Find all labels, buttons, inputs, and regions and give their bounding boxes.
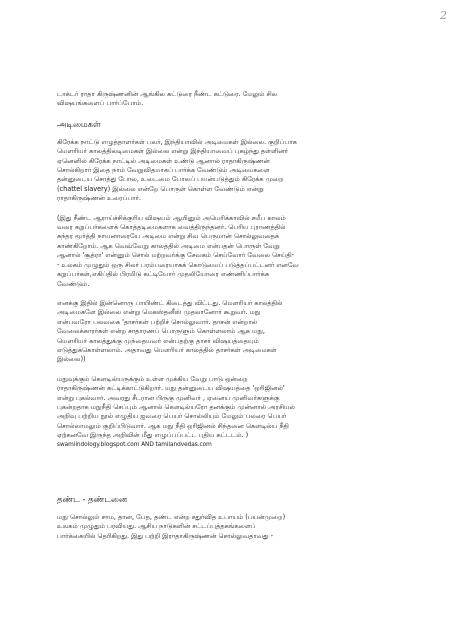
text-line: மநுவுக்கும் கௌடில்யருக்கும் உள்ள முக்கிய வேறு பாடு ஒன்றை: [57, 374, 248, 383]
text-line: மநு சொல்லும் சாம, தான, பேத, தண்ட என்ற சதுர்வித உபாயம் (பயன்முறை): [57, 513, 286, 521]
text-line: (இது நீண்ட ஆராய்ச்சிக்குரிய விஷயம் ஆயினும் அமெரிக்காவில் சமீப காலம்: [57, 213, 286, 222]
text-line: கிரேக்க நாட்டு எழுத்தாளர்கள் பலர், இந்தியாவில் அடிமைகள் இல்லை. குறிப்பாக: [57, 137, 297, 146]
text-line: புகன்றதாக மநுநீதி செப்பும் ஆனால் கௌடில்யரோ தனக்கும் முன்னால் அரசியல்: [57, 402, 295, 411]
text-line: அடிமைகளே இல்லை என்று மெகஸ்தனீஸ் முதலானோர் கூறுவர். மநு: [57, 308, 261, 317]
text-line: (chattel slavery) இல்லை என்றே பொருள் கொள்ள வேண்டும் என்று: [57, 184, 264, 193]
text-line: ராதாகிருஷ்ணன் சுட்டிக்காட்டுகிறார். மநு தன்னுடைய விஷயத்தை 'ஒரிஜினல்': [57, 384, 285, 393]
text-line: எனக்கு இதில் இன்னொரு பாயிண்ட் கிடைத்து விட்டது. மௌரியர் காலத்தில்: [57, 298, 283, 307]
text-line: ராதாகிருஷ்ணன் உரைப்பார்.: [57, 194, 142, 203]
text-line: சுந்தர மூர்த்தி நாயனாரையே அடிமை என்று சிவ பெருமான் சொல்லுவதைக்: [57, 232, 280, 241]
document-body: [57, 90, 429, 541]
text-line: வரை கறுப்பர்களைக் கொத்தடிமைகளாக வைத்திருந்தனர். பெரிய புராணத்தில்: [57, 223, 286, 232]
intro-paragraph: [57, 90, 429, 109]
text-line: மௌரியர் காலத்திலடிமைகள் இல்லை என்று இந்தியாவைப் புகழ்ந்து தள்ளினர்: [57, 147, 289, 156]
text-line: இல்லை)): [57, 355, 86, 364]
text-line: வேலைக்காரர்கள் என்ற சாதாரணப் பொருளும் கொள்ளலாம் ஆக மநு,: [57, 327, 265, 336]
slavery-paragraph-1: [57, 138, 429, 204]
text-line: எடுத்துக்கொள்ளலாம். அதாவது மௌரியர் காலத்தில் தாசர்கள் அடிமைகள்: [57, 345, 277, 354]
text-line: கறுப்பர்கள்,எகிப்தில் பிரமிடு கட்டியோர் முதலியோரை எண்ணிப்பார்க்க: [57, 270, 269, 279]
text-line: விஷயங்களைப் பார்ப்போம்.: [57, 99, 144, 108]
page-number: 2: [440, 9, 447, 22]
text-line: ஏனெனில் கிரேக்க நாட்டில் அடிமைகள் உண்டு ஆனால் ராதாகிருஷ்ணன்: [57, 156, 270, 165]
text-line: உலகம் முழுதும் பரவியது. ஆசிய நாடுகளின் சட்டப்புத்தகங்களைப்: [57, 522, 256, 531]
text-line: மௌரியர் காலத்துக்கு முந்தையவர் என்பதற்கு தாசர் விஷயத்தையும்: [57, 336, 259, 345]
text-line: சொல்லாமலும் குறிப்பிடுவார். ஆக மநு நீதி ஒரிஜினல் சிந்தனை கௌடில்ய நீதி: [57, 421, 289, 430]
slavery-paragraph-4: [57, 375, 429, 450]
slavery-paragraph-3: [57, 299, 429, 365]
text-line: தன்னுடைய சொத்து போல, உடைமை போலப் பயன்படுத்தும் கிரேக்க முறை: [57, 175, 284, 184]
danda-paragraph: [57, 513, 429, 541]
slavery-paragraph-2: [57, 214, 429, 289]
text-line: என்று புகல்வார். அவரது சீடரான பிருகு முனிவர் , ஏனைய முனிவர்களுக்கு: [57, 393, 280, 402]
section-heading-danda: தண்ட - தண்டனை: [57, 494, 127, 504]
text-line: சொல்கிறார் இதை நாம் வேறுவிதமாகப் பார்க்க வேண்டும் அடிமைகளை: [57, 166, 270, 175]
section-heading-slavery: அடிமைகள்: [57, 118, 101, 129]
text-line: அறிவு பற்றிய நூல் எழுதிய ஐவரை பெயர் சொல்லியும் மேலும் பலரை பெயர்: [57, 412, 287, 421]
text-line: காண்கிறோம். ஆக வெவ்வேறு காலத்தில் அடிமை என்பதன் பொருள் வேறு: [57, 241, 280, 250]
source-credit: swamiindology.blogspot.com AND tamilandvedas.com: [57, 441, 212, 448]
text-line: - உலகம் முழுதும் ஒரு சிலர் பரம்பரையாகக் கொடுமைப் படுத்தப்பட்டனர் எனவே: [57, 260, 299, 269]
text-line: ஏற்கனவே இருந்த அறிவின் மீது எழுப்பப்பட்ட புதிய கட்டடம். ): [57, 431, 249, 440]
text-line: டாக்டர் ராதா கிருஷ்ணனின் ஆங்கில கட்டுரை நீண்ட கட்டுரை. மேலும் சில: [57, 90, 278, 98]
text-line: வேண்டும்.: [57, 279, 90, 288]
text-line: என்பவரோ பலவகை 'தாசர்கள் பற்றிச் சொல்லுவார். தாசன் என்றால்: [57, 317, 258, 326]
text-line: ஆனால் 'சூத்ரா' என்னும் சொல் மற்றவர்க்கு சேவகம் செய்வோர் வேலை செய்தி-: [57, 251, 295, 260]
text-line: பார்க்கையில் தெரிகிறது. இது பற்றி இராதாகிருஷ்ணன் சொல்லுவதாவது -: [57, 531, 274, 540]
